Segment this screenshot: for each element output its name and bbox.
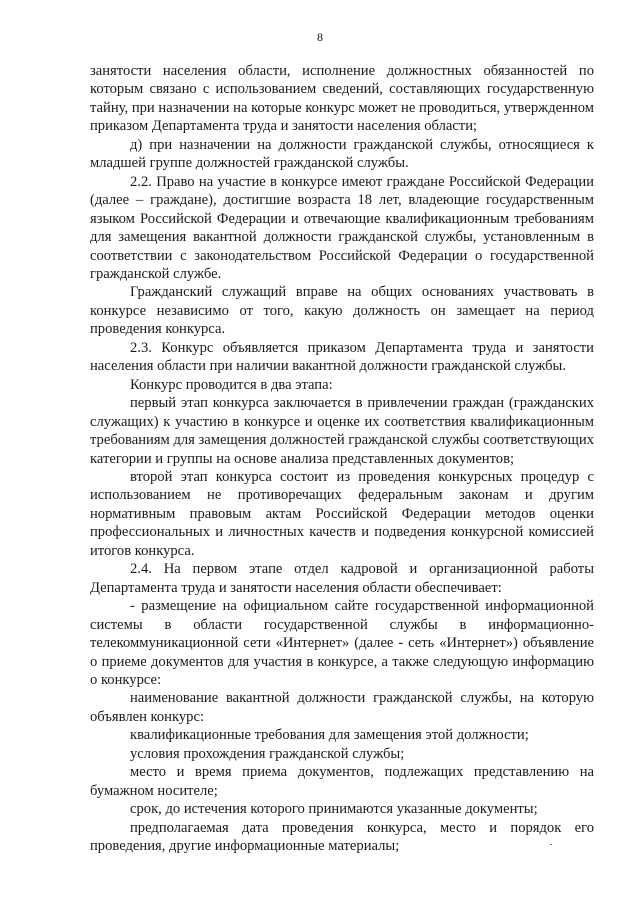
body-paragraph: занятости населения области, исполнение должностных обязанностей по которым связано с использованием сведений, составляющих государственную тайну, при назначении на которые конкурс может не проводиться, утвержденном приказом Департамента труда и занятости населения области; [90,63,594,135]
document-body [90,62,594,855]
scan-speck [550,844,552,845]
body-paragraph: 2.3. Конкурс объявляется приказом Департамента труда и занятости населения области при наличии вакантной должности гражданской службы. [90,339,594,375]
body-paragraph: условия прохождения гражданской службы; [130,745,405,762]
body-paragraph: срок, до истечения которого принимаются указанные документы; [130,801,538,818]
body-paragraph: предполагаемая дата проведения конкурса, место и порядок его проведения, другие информационные материалы; [90,819,594,855]
body-paragraph: 2.2. Право на участие в конкурсе имеют граждане Российской Федерации (далее – граждане), достигшие возраста 18 лет, владеющие государственным языком Российской Федерации и отвечающие квалификационным требованиям для замещения вакантной должности гражданской службы, установленным в соответствии с законодательством Российской Федерации о государственной гражданской службе. [90,173,594,282]
body-paragraph: Гражданский служащий вправе на общих основаниях участвовать в конкурсе независимо от того, какую должность он замещает на период проведения конкурса. [90,284,594,338]
body-paragraph: первый этап конкурса заключается в привлечении граждан (гражданских служащих) к участию в конкурсе и оценке их соответствия квалификационным требованиям для замещения должностей гражданской службы соответствующих категории и группы на основе анализа представленных документов; [90,395,594,467]
body-paragraph: второй этап конкурса состоит из проведения конкурсных процедур с использованием не противоречащих федеральным законам и другим нормативным правовым актам Российской Федерации методов оценки профессиональных и личностных качеств и подведения конкурсной комиссией итогов конкурса. [90,468,594,559]
page-number: 8 [317,30,323,44]
body-paragraph: - размещение на официальном сайте государственной информационной системы в области государственной службы в информационно-телекоммуникационной сети «Интернет» (далее - сеть «Интернет») объявление о приеме документов для участия в конкурсе, а также следующую информацию о конкурсе: [90,598,594,688]
body-paragraph: Конкурс проводится в два этапа: [130,376,333,393]
body-paragraph: д) при назначении на должности гражданской службы, относящиеся к младшей группе должностей гражданской службы. [90,136,594,172]
body-paragraph: наименование вакантной должности гражданской службы, на которую объявлен конкурс: [90,690,594,725]
body-paragraph: место и время приема документов, подлежащих представлению на бумажном носителе; [90,764,594,799]
body-paragraph: 2.4. На первом этапе отдел кадровой и организационной работы Департамента труда и занятости населения области обеспечивает: [90,561,594,596]
body-paragraph: квалификационные требования для замещения этой должности; [130,727,529,744]
